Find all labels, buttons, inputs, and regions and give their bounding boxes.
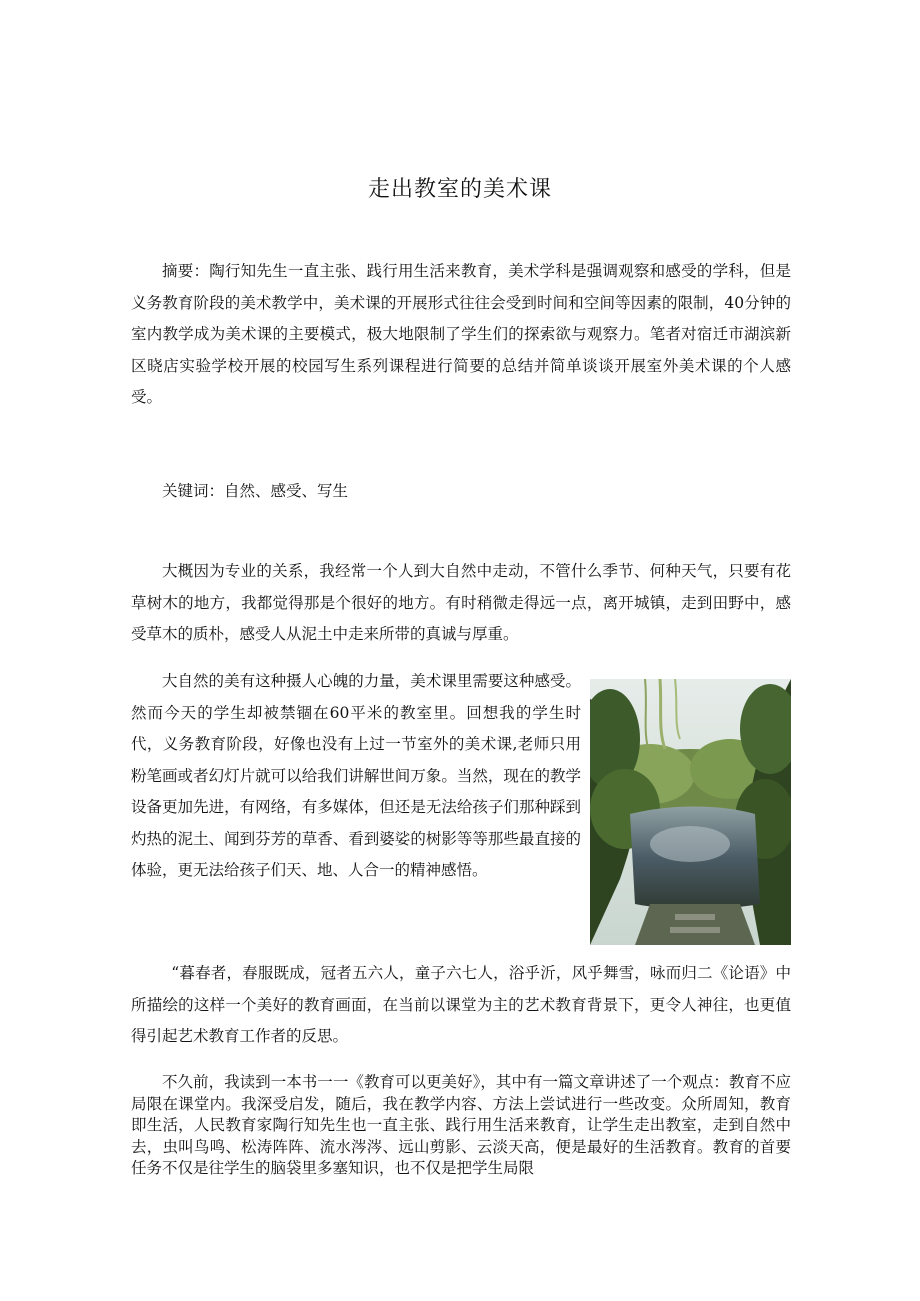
abstract-paragraph: 摘要：陶行知先生一直主张、践行用生活来教育，美术学科是强调观察和感受的学科，但是义务教育阶段的美术教学中，美术课的开展形式往往会受到时间和空间等因素的限制，40分钟的室内教学成为美术课的主要模式，极大地限制了学生们的探索欲与观察力。笔者对宿迁市湖滨新区晓店实验学校开展的校园写生系列课程进行简要的总结并简单谈谈开展室外美术课的个人感受。 — [131, 262, 791, 406]
keywords-line: 关键词：自然、感受、写生 — [162, 482, 349, 500]
pond-photo-image — [590, 679, 791, 945]
body-paragraph-4: 不久前，我读到一本书一一《教育可以更美好》，其中有一篇文章讲述了一个观点：教育不应局限在课堂内。我深受启发，随后，我在教学内容、方法上尝试进行一些改变。众所周知，教育即生活，人民教育家陶行知先生也一直主张、践行用生活来教育，让学生走出教室，走到自然中去，虫叫鸟鸣、松涛阵阵、流水涔涔、远山剪影、云淡天高，便是最好的生活教育。教育的首要任务不仅是往学生的脑袋里多塞知识，也不仅是把学生局限 — [131, 1073, 791, 1177]
pond-photo — [590, 679, 791, 945]
quote-paragraph: “暮春者，春服既成，冠者五六人，童子六七人，浴乎沂，风乎舞雪，咏而归二《论语》中所描绘的这样一个美好的教育画面，在当前以课堂为主的艺术教育背景下，更令人神往，也更值得引起艺术教育工作者的反思。 — [131, 964, 791, 1045]
body-paragraph-2: 大自然的美有这种摄人心魄的力量，美术课里需要这种感受。然而今天的学生却被禁锢在60平米的教室里。回想我的学生时代，义务教育阶段，好像也没有上过一节室外的美术课,老师只用粉笔画或者幻灯片就可以给我们讲解世间万象。当然，现在的教学设备更加先进，有网络，有多媒体，但还是无法给孩子们那种踩到灼热的泥土、闻到芬芳的草香、看到婆娑的树影等等那些最直接的体验，更无法给孩子们天、地、人合一的精神感悟。 — [131, 672, 581, 879]
document-title: 走出教室的美术课 — [367, 177, 552, 202]
body-paragraph-1: 大概因为专业的关系，我经常一个人到大自然中走动，不管什么季节、何种天气，只要有花草树木的地方，我都觉得那是个很好的地方。有时稍微走得远一点，离开城镇，走到田野中，感受草木的质朴，感受人从泥土中走来所带的真诚与厚重。 — [131, 562, 791, 643]
